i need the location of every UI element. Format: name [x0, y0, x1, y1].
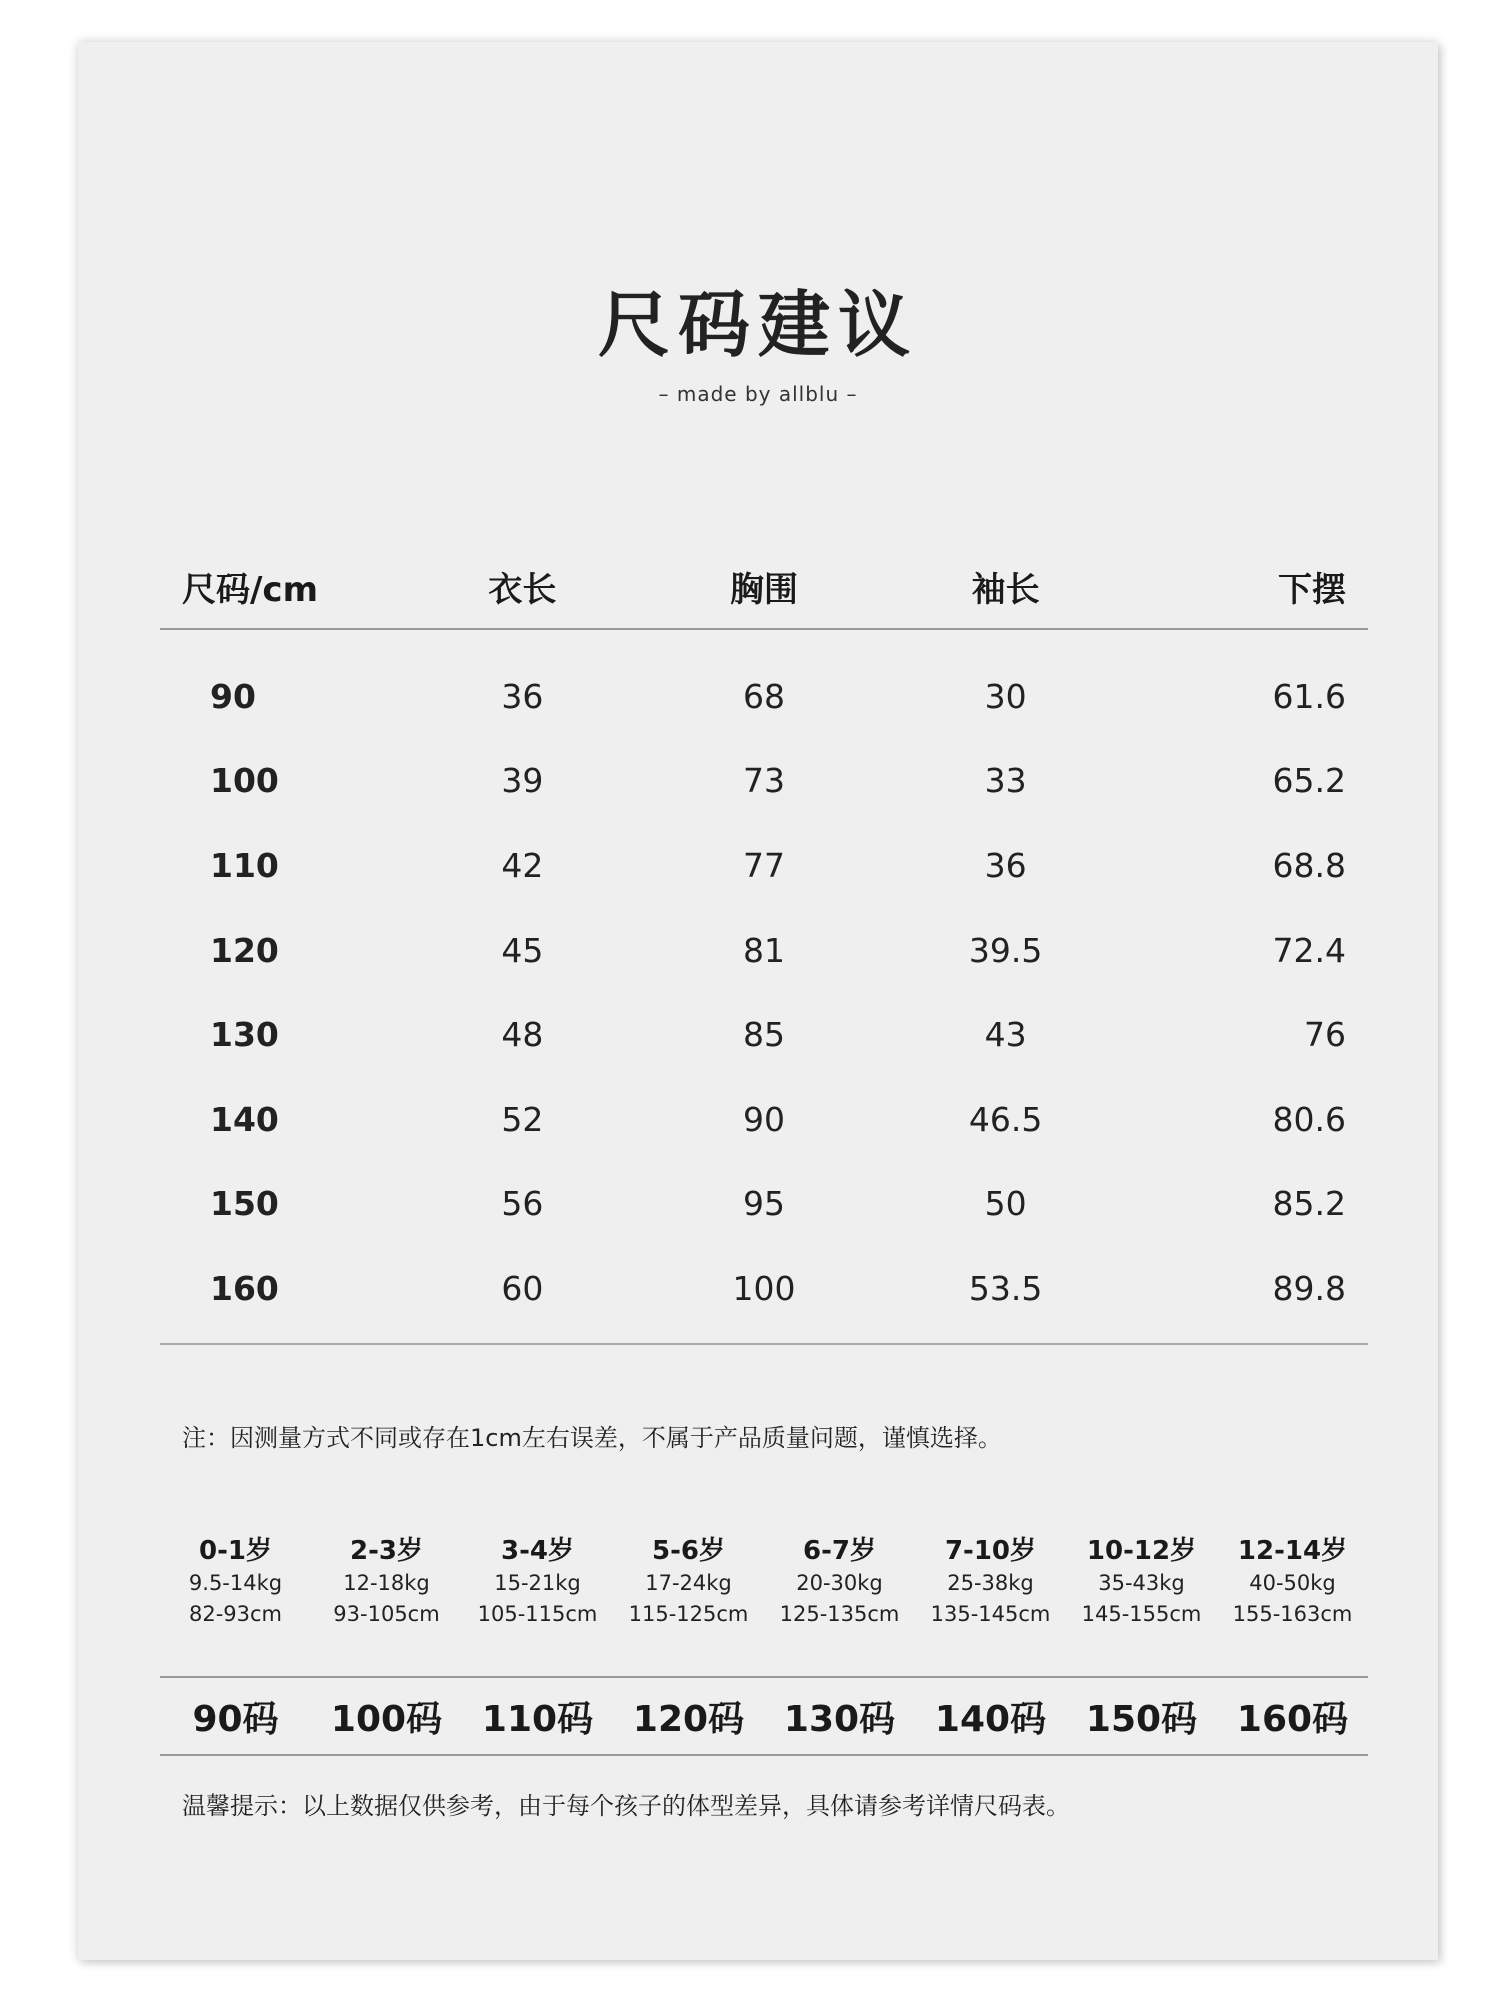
- cell-sleeve: 53.5: [968, 1268, 1043, 1308]
- cell-chest: 100: [732, 1268, 796, 1308]
- cell-size: 120: [210, 930, 279, 970]
- size-code: 120码: [632, 1698, 745, 1740]
- cell-sleeve: 50: [984, 1184, 1027, 1224]
- height-range: 125-135cm: [779, 1602, 900, 1626]
- cell-hem: 76: [1304, 1015, 1346, 1055]
- size-code: 130码: [783, 1698, 896, 1740]
- weight-range: 17-24kg: [645, 1571, 732, 1595]
- cell-chest: 95: [742, 1184, 785, 1224]
- height-range: 115-125cm: [628, 1602, 749, 1626]
- weight-range: 35-43kg: [1098, 1571, 1185, 1595]
- table-row: [160, 1246, 1368, 1331]
- cell-chest: 68: [742, 676, 785, 716]
- cell-hem: 89.8: [1272, 1268, 1346, 1308]
- age-column: [915, 1534, 1066, 1676]
- cell-hem: 65.2: [1272, 761, 1346, 801]
- height-range: 135-145cm: [930, 1602, 1051, 1626]
- cell-sleeve: 39.5: [968, 930, 1043, 970]
- page-title: 尺码建议: [597, 283, 918, 367]
- header-sleeve: 袖长: [971, 569, 1040, 610]
- size-code: 110码: [481, 1698, 594, 1740]
- weight-range: 40-50kg: [1249, 1571, 1336, 1595]
- age-column: [1066, 1534, 1217, 1676]
- cell-hem: 68.8: [1272, 845, 1346, 885]
- age-column: [764, 1534, 915, 1676]
- size-table-body: [160, 630, 1368, 1345]
- size-table-header: [160, 544, 1368, 630]
- header-chest: 胸围: [729, 569, 798, 610]
- cell-chest: 90: [742, 1099, 785, 1139]
- cell-chest: 81: [742, 930, 785, 970]
- weight-range: 15-21kg: [494, 1571, 581, 1595]
- cell-length: 56: [501, 1184, 544, 1224]
- height-range: 145-155cm: [1081, 1602, 1202, 1626]
- age-column: [160, 1534, 311, 1676]
- cell-sleeve: 43: [984, 1015, 1027, 1055]
- cell-sleeve: 36: [984, 845, 1027, 885]
- cell-size: 90: [210, 676, 256, 716]
- age-label: 3-4岁: [501, 1536, 574, 1566]
- cell-length: 42: [501, 845, 544, 885]
- header-length: 衣长: [488, 569, 557, 610]
- size-code: 150码: [1085, 1698, 1198, 1740]
- page-subtitle: – made by allblu –: [658, 382, 858, 406]
- cell-size: 100: [210, 761, 279, 801]
- cell-chest: 77: [742, 845, 785, 885]
- size-code-row: [160, 1678, 1368, 1756]
- table-row: [160, 823, 1368, 908]
- table-row: [160, 908, 1368, 993]
- age-column: [462, 1534, 613, 1676]
- warm-tip: 温馨提示：以上数据仅供参考，由于每个孩子的体型差异，具体请参考详情尺码表。: [182, 1792, 1070, 1820]
- age-label: 0-1岁: [199, 1536, 272, 1566]
- cell-hem: 80.6: [1272, 1099, 1346, 1139]
- cell-length: 39: [501, 761, 544, 801]
- age-label: 10-12岁: [1086, 1536, 1197, 1566]
- size-code: 90码: [192, 1698, 279, 1740]
- cell-length: 36: [501, 676, 544, 716]
- size-code: 160码: [1236, 1698, 1349, 1740]
- cell-chest: 85: [742, 1015, 785, 1055]
- measurement-note: 注：因测量方式不同或存在1cm左右误差，不属于产品质量问题，谨慎选择。: [182, 1424, 1002, 1452]
- cell-size: 110: [210, 845, 279, 885]
- cell-hem: 72.4: [1272, 930, 1346, 970]
- cell-size: 130: [210, 1015, 279, 1055]
- age-label: 5-6岁: [652, 1536, 725, 1566]
- size-table: [160, 544, 1368, 1345]
- height-range: 93-105cm: [333, 1602, 440, 1626]
- age-column: [311, 1534, 462, 1676]
- height-range: 82-93cm: [188, 1602, 283, 1626]
- age-column: [1217, 1534, 1368, 1676]
- cell-size: 140: [210, 1099, 279, 1139]
- weight-range: 12-18kg: [343, 1571, 430, 1595]
- cell-length: 48: [501, 1015, 544, 1055]
- weight-range: 9.5-14kg: [188, 1571, 283, 1595]
- header-size: 尺码/cm: [182, 569, 318, 610]
- cell-size: 160: [210, 1268, 279, 1308]
- height-range: 155-163cm: [1232, 1602, 1353, 1626]
- age-label: 12-14岁: [1237, 1536, 1348, 1566]
- header-hem: 下摆: [1278, 569, 1346, 610]
- table-row: [160, 992, 1368, 1077]
- size-code: 140码: [934, 1698, 1047, 1740]
- size-guide-sheet: [78, 42, 1438, 1960]
- table-row: [160, 1077, 1368, 1162]
- age-label: 7-10岁: [944, 1536, 1037, 1566]
- cell-length: 60: [501, 1268, 544, 1308]
- cell-sleeve: 30: [984, 676, 1027, 716]
- cell-hem: 61.6: [1272, 676, 1346, 716]
- size-code: 100码: [330, 1698, 443, 1740]
- cell-size: 150: [210, 1184, 279, 1224]
- cell-sleeve: 46.5: [968, 1099, 1043, 1139]
- cell-hem: 85.2: [1272, 1184, 1346, 1224]
- age-column: [613, 1534, 764, 1676]
- table-row: [160, 1162, 1368, 1247]
- weight-range: 25-38kg: [947, 1571, 1034, 1595]
- cell-sleeve: 33: [984, 761, 1027, 801]
- cell-length: 45: [501, 930, 544, 970]
- weight-range: 20-30kg: [796, 1571, 883, 1595]
- age-size-table: [160, 1534, 1368, 1756]
- cell-length: 52: [501, 1099, 544, 1139]
- age-label: 6-7岁: [803, 1536, 876, 1566]
- table-row: [160, 654, 1368, 739]
- age-label: 2-3岁: [350, 1536, 423, 1566]
- cell-chest: 73: [742, 761, 785, 801]
- height-range: 105-115cm: [477, 1602, 598, 1626]
- table-row: [160, 739, 1368, 824]
- age-columns: [160, 1534, 1368, 1678]
